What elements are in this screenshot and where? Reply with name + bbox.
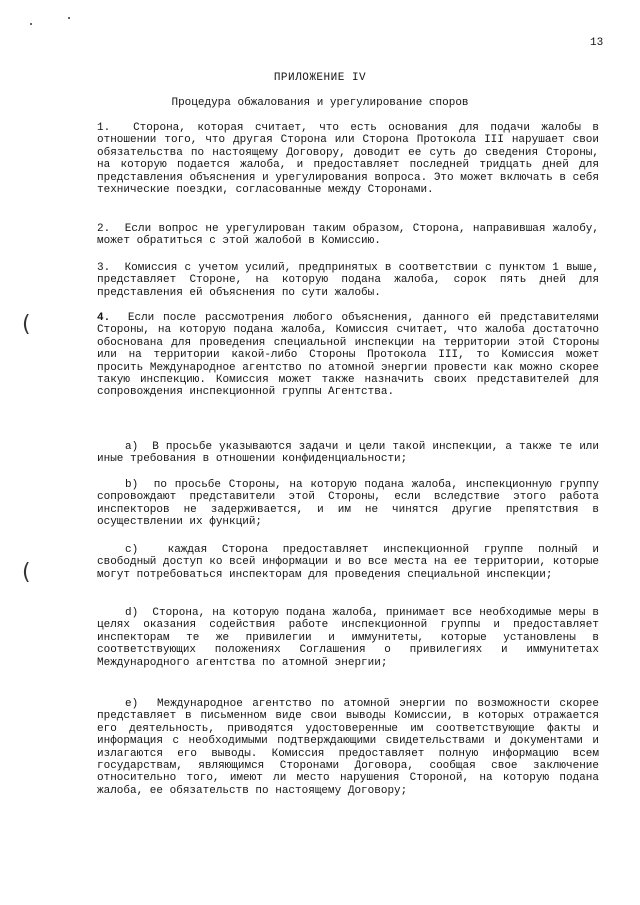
binding-hole-mark: ( bbox=[22, 312, 31, 337]
subitem-label: b) bbox=[125, 479, 139, 491]
paragraph-2 bbox=[97, 223, 599, 248]
subitem-label: a) bbox=[125, 441, 139, 453]
paragraph-4 bbox=[97, 312, 599, 399]
subitem-b bbox=[97, 479, 599, 529]
binding-hole-mark: ( bbox=[22, 560, 31, 585]
paragraph-text: Сторона, которая считает, что есть основания для подачи жалобы в отношении того, что другая Сторона или Сторона Протокола III нарушает свои обязательства по настоящему Договору, доводит ее суть до сведения Стороны, на которую подается жалоба, и предоставляет последней тридцать дней для представления объяснения и урегулирования вопроса. Это может включать в себя технические поездки, согласованные между Сторонами. bbox=[97, 122, 600, 197]
subitem-text: Международное агентство по атомной энергии по возможности скорее представляет в письменном виде свои выводы Комиссии, в которых отражается его деятельность, приводятся удостоверенные им соответствующие факты и информация с необходимыми подтверждающими свидетельствами и документами и излагаются его выводы. Комиссия предоставляет полную информацию всем государствам, являющимся Сторонами Договора, сообщая свое заключение относительно того, имеют ли место нарушения Стороной, на которую подана жалоба, ее обязательств по настоящему Договору; bbox=[97, 698, 600, 797]
subitem-label: d) bbox=[125, 607, 139, 619]
paragraph-text: Если вопрос не урегулирован таким образом, Сторона, направившая жалобу, может обратиться с этой жалобой в Комиссию. bbox=[97, 223, 599, 248]
scan-speck bbox=[68, 17, 70, 19]
subitem-a bbox=[97, 441, 599, 466]
subitem-d bbox=[97, 607, 599, 669]
subitem-label: e) bbox=[125, 698, 139, 710]
paragraph-number: 4. bbox=[97, 312, 111, 324]
subitem-text: Сторона, на которую подана жалоба, принимает все необходимые меры в целях оказания содействия работе инспекционной группы и предоставляет инспекторам те же привилегии и иммунитеты, которые установлены в соответствующих положениях Соглашения о привилегиях и иммунитетах Международного агентства по атомной энергии; bbox=[97, 607, 599, 669]
paragraph-3 bbox=[97, 262, 599, 299]
scan-speck bbox=[30, 23, 32, 25]
page-number: 13 bbox=[590, 37, 604, 49]
paragraph-text: Если после рассмотрения любого объяснения, данного ей представителями Стороны, на которую подана жалоба, Комиссия считает, что жалоба достаточно обоснована для проведения специальной инспекции на территории этой Стороны или на территории какой-либо Стороны Протокола III, то Комиссия может просить Международное агентство по атомной энергии провести как можно скорее такую инспекцию. Комиссия может также назначить своих представителей для сопровождения инспекционной группы Агентства. bbox=[97, 312, 599, 399]
paragraph-text: Комиссия с учетом усилий, предпринятых в соответствии с пунктом 1 выше, представляет Стороне, на которую подана жалоба, сорок пять дней для представления ей объяснения по сути жалобы. bbox=[97, 262, 599, 299]
appendix-subtitle: Процедура обжалования и урегулирование споров bbox=[171, 97, 469, 109]
subitem-label: c) bbox=[125, 544, 139, 556]
paragraph-1 bbox=[97, 122, 599, 196]
paragraph-number: 3. bbox=[97, 262, 111, 274]
subitem-text: по просьбе Стороны, на которую подана жалоба, инспекционную группу сопровождают представители этой Стороны, если вследствие этого работа инспекторов не задерживается, и им не чинятся другие препятствия в осуществлении их функций; bbox=[97, 479, 600, 529]
paragraph-number: 1. bbox=[97, 122, 111, 134]
subitem-text: каждая Сторона предоставляет инспекционной группе полный и свободный доступ ко всей информации и во все места на ее территории, которые могут потребоваться инспекторам для проведения специальной инспекции; bbox=[97, 544, 599, 581]
paragraph-number: 2. bbox=[97, 223, 111, 235]
appendix-title: ПРИЛОЖЕНИЕ IV bbox=[273, 72, 367, 84]
subitem-e bbox=[97, 698, 599, 797]
subitem-c bbox=[97, 544, 599, 581]
subitem-text: В просьбе указываются задачи и цели такой инспекции, а также те или иные требования в отношении конфиденциальности; bbox=[97, 441, 600, 466]
